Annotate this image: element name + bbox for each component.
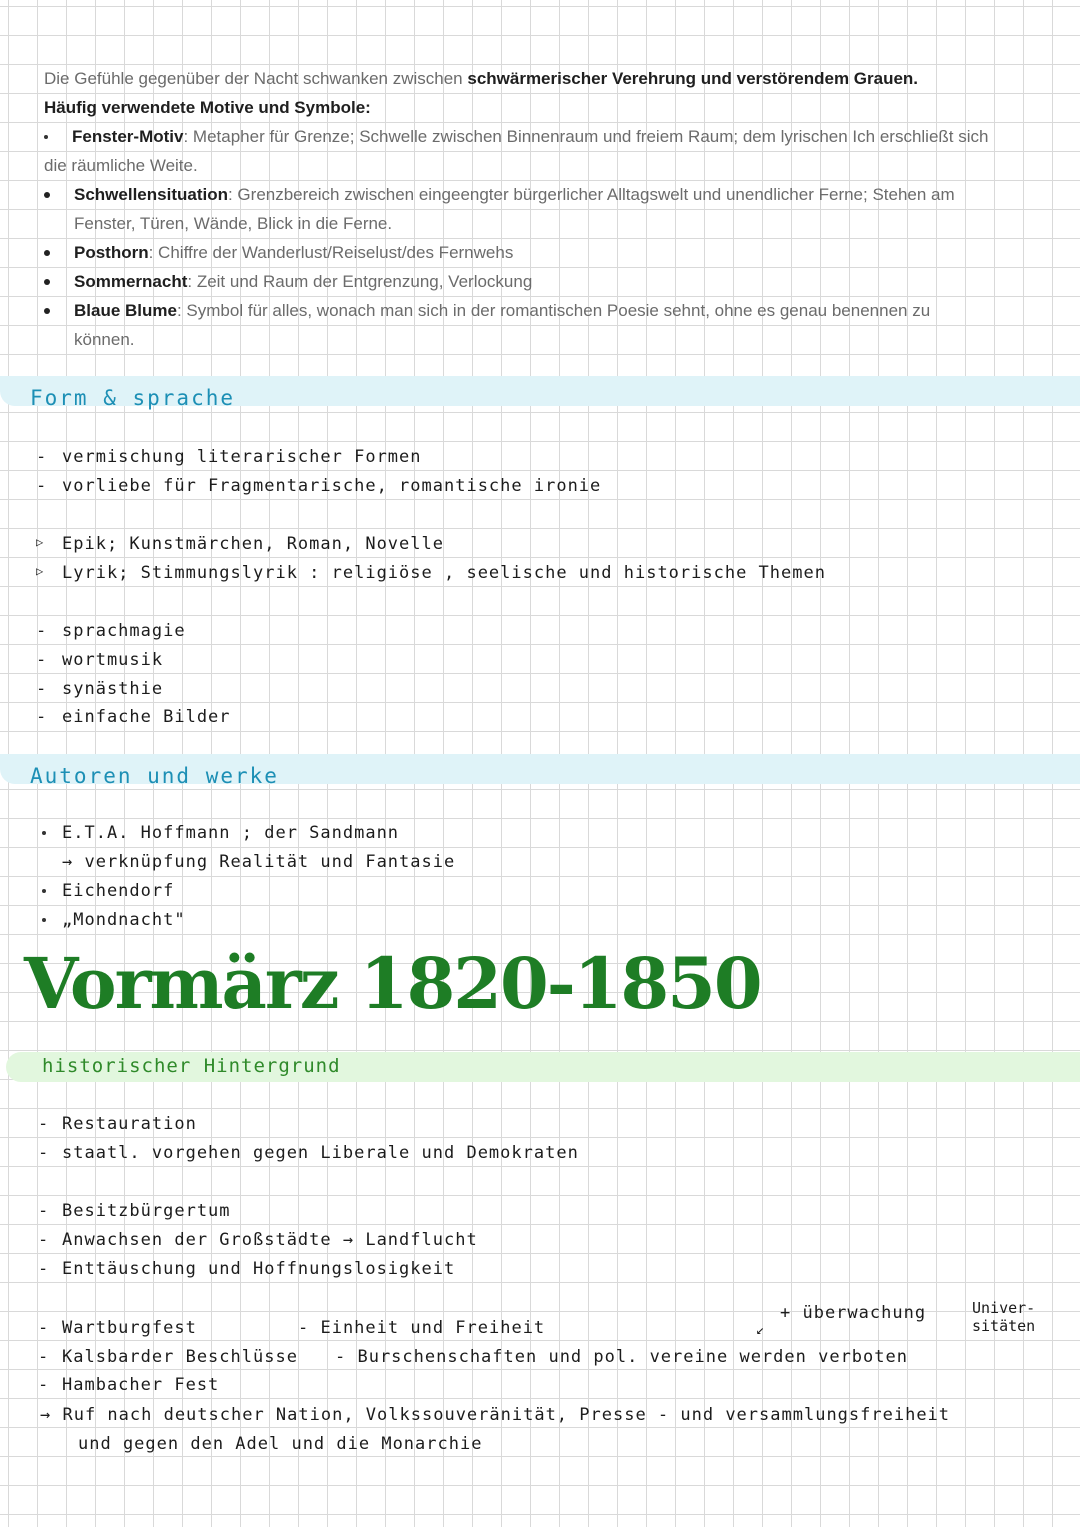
list-item: Besitzbürgertum bbox=[62, 1201, 231, 1221]
dash-icon: - bbox=[38, 1201, 50, 1221]
triangle-bullet-icon: ▷ bbox=[36, 564, 45, 578]
list-item-epik: Epik; Kunstmärchen, Roman, Novelle bbox=[62, 534, 444, 554]
bullet-icon bbox=[44, 192, 50, 198]
dash-icon: - bbox=[38, 1114, 50, 1134]
motif-term: Posthorn bbox=[74, 243, 149, 262]
motif-text: : Zeit und Raum der Entgrenzung, Verlockung bbox=[187, 272, 533, 291]
intro-text: Die Gefühle gegenüber der Nacht schwanken zwischen bbox=[44, 69, 468, 88]
list-item: einfache Bilder bbox=[62, 707, 231, 727]
motif-item-fenster-cont bbox=[44, 151, 198, 180]
list-item-sub: → verknüpfung Realität und Fantasie bbox=[62, 852, 456, 872]
motif-item-schwelle bbox=[74, 180, 1034, 238]
list-item-lyrik: Lyrik; Stimmungslyrik : religiöse , seelische und historische Themen bbox=[62, 563, 826, 583]
section-heading-autoren: Autoren und werke bbox=[30, 764, 279, 788]
bullet-icon bbox=[44, 279, 50, 285]
dash-icon: - bbox=[36, 476, 48, 496]
motif-text-cont: Fenster, Türen, Wände, Blick in die Ferne. bbox=[74, 214, 393, 233]
dash-icon: - bbox=[36, 447, 48, 467]
dash-icon: - bbox=[36, 650, 48, 670]
list-item: wortmusik bbox=[62, 650, 164, 670]
list-item: „Mondnacht" bbox=[62, 910, 186, 930]
motif-item-posthorn bbox=[74, 238, 513, 267]
ueberwachung-note: + überwachung bbox=[780, 1303, 927, 1323]
motif-text: : Grenzbereich zwischen eingeengter bürgerlicher Alltagswelt und unendlicher Ferne; Stehen am bbox=[227, 185, 955, 204]
motif-text-cont: können. bbox=[74, 330, 135, 349]
list-item: vermischung literarischer Formen bbox=[62, 447, 422, 467]
motive-heading bbox=[44, 93, 371, 122]
list-item: E.T.A. Hoffmann ; der Sandmann bbox=[62, 823, 400, 843]
ruf-line: → Ruf nach deutscher Nation, Volkssouveränität, Presse - und versammlungsfreiheit bbox=[40, 1405, 951, 1425]
bullet-icon bbox=[42, 918, 46, 922]
dash-icon: - bbox=[38, 1347, 50, 1367]
list-item: staatl. vorgehen gegen Liberale und Demokraten bbox=[62, 1143, 579, 1163]
bullet-icon bbox=[42, 831, 46, 835]
bullet-icon bbox=[44, 308, 50, 314]
motif-term: Fenster-Motiv bbox=[72, 127, 184, 146]
motif-term: Schwellensituation bbox=[74, 185, 228, 204]
intro-paragraph bbox=[44, 64, 1054, 93]
bullet-icon bbox=[44, 250, 50, 256]
section-heading-form: Form & sprache bbox=[30, 386, 236, 410]
list-item-karlsbad: Kalsbarder Beschlüsse bbox=[62, 1347, 298, 1367]
wartburg-note: - Einheit und Freiheit bbox=[298, 1318, 546, 1338]
motif-text: : Chiffre der Wanderlust/Reiselust/des Fernwehs bbox=[148, 243, 514, 262]
section-heading-hintergrund: historischer Hintergrund bbox=[42, 1055, 341, 1077]
list-item: Restauration bbox=[62, 1114, 197, 1134]
dash-icon: - bbox=[36, 707, 48, 727]
motive-heading-text: Häufig verwendete Motive und Symbole: bbox=[44, 98, 371, 117]
list-item: Anwachsen der Großstädte → Landflucht bbox=[62, 1230, 478, 1250]
motif-term: Blaue Blume bbox=[74, 301, 177, 320]
list-item: sprachmagie bbox=[62, 621, 186, 641]
list-item-wartburg: Wartburgfest bbox=[62, 1318, 197, 1338]
bullet-icon bbox=[42, 889, 46, 893]
list-item: synästhie bbox=[62, 679, 164, 699]
page-title: Vormärz 1820-1850 bbox=[24, 942, 761, 1025]
motif-item-blaue-blume bbox=[74, 296, 1034, 354]
dash-icon: - bbox=[38, 1230, 50, 1250]
dash-icon: - bbox=[36, 621, 48, 641]
dash-icon: - bbox=[38, 1259, 50, 1279]
dash-icon: - bbox=[36, 679, 48, 699]
ruf-line-cont: und gegen den Adel und die Monarchie bbox=[78, 1434, 483, 1454]
dash-icon: - bbox=[38, 1375, 50, 1395]
intro-emphasis: schwärmerischer Verehrung und verstörendem Grauen. bbox=[467, 69, 919, 88]
motif-text: : Metapher für Grenze; Schwelle zwischen Binnenraum und freiem Raum; dem lyrischen Ich erschließt sich bbox=[183, 127, 989, 146]
triangle-bullet-icon: ▷ bbox=[36, 535, 45, 549]
universitaeten-note: Univer- sitäten bbox=[972, 1299, 1036, 1335]
motif-item-fenster bbox=[72, 122, 1057, 151]
arrow-down-left-icon: ↙ bbox=[756, 1322, 766, 1338]
bullet-icon bbox=[44, 135, 48, 139]
list-item: Enttäuschung und Hoffnungslosigkeit bbox=[62, 1259, 456, 1279]
motif-item-sommernacht bbox=[74, 267, 532, 296]
motif-text-cont: die räumliche Weite. bbox=[44, 156, 198, 175]
dash-icon: - bbox=[38, 1318, 50, 1338]
karlsbad-note: - Burschenschaften und pol. vereine werden verboten bbox=[335, 1347, 908, 1367]
list-item: Eichendorf bbox=[62, 881, 175, 901]
motif-text: : Symbol für alles, wonach man sich in der romantischen Poesie sehnt, ohne es genau benennen zu bbox=[176, 301, 931, 320]
dash-icon: - bbox=[38, 1143, 50, 1163]
list-item-hambach: Hambacher Fest bbox=[62, 1375, 220, 1395]
list-item: vorliebe für Fragmentarische, romantische ironie bbox=[62, 476, 602, 496]
motif-term: Sommernacht bbox=[74, 272, 188, 291]
